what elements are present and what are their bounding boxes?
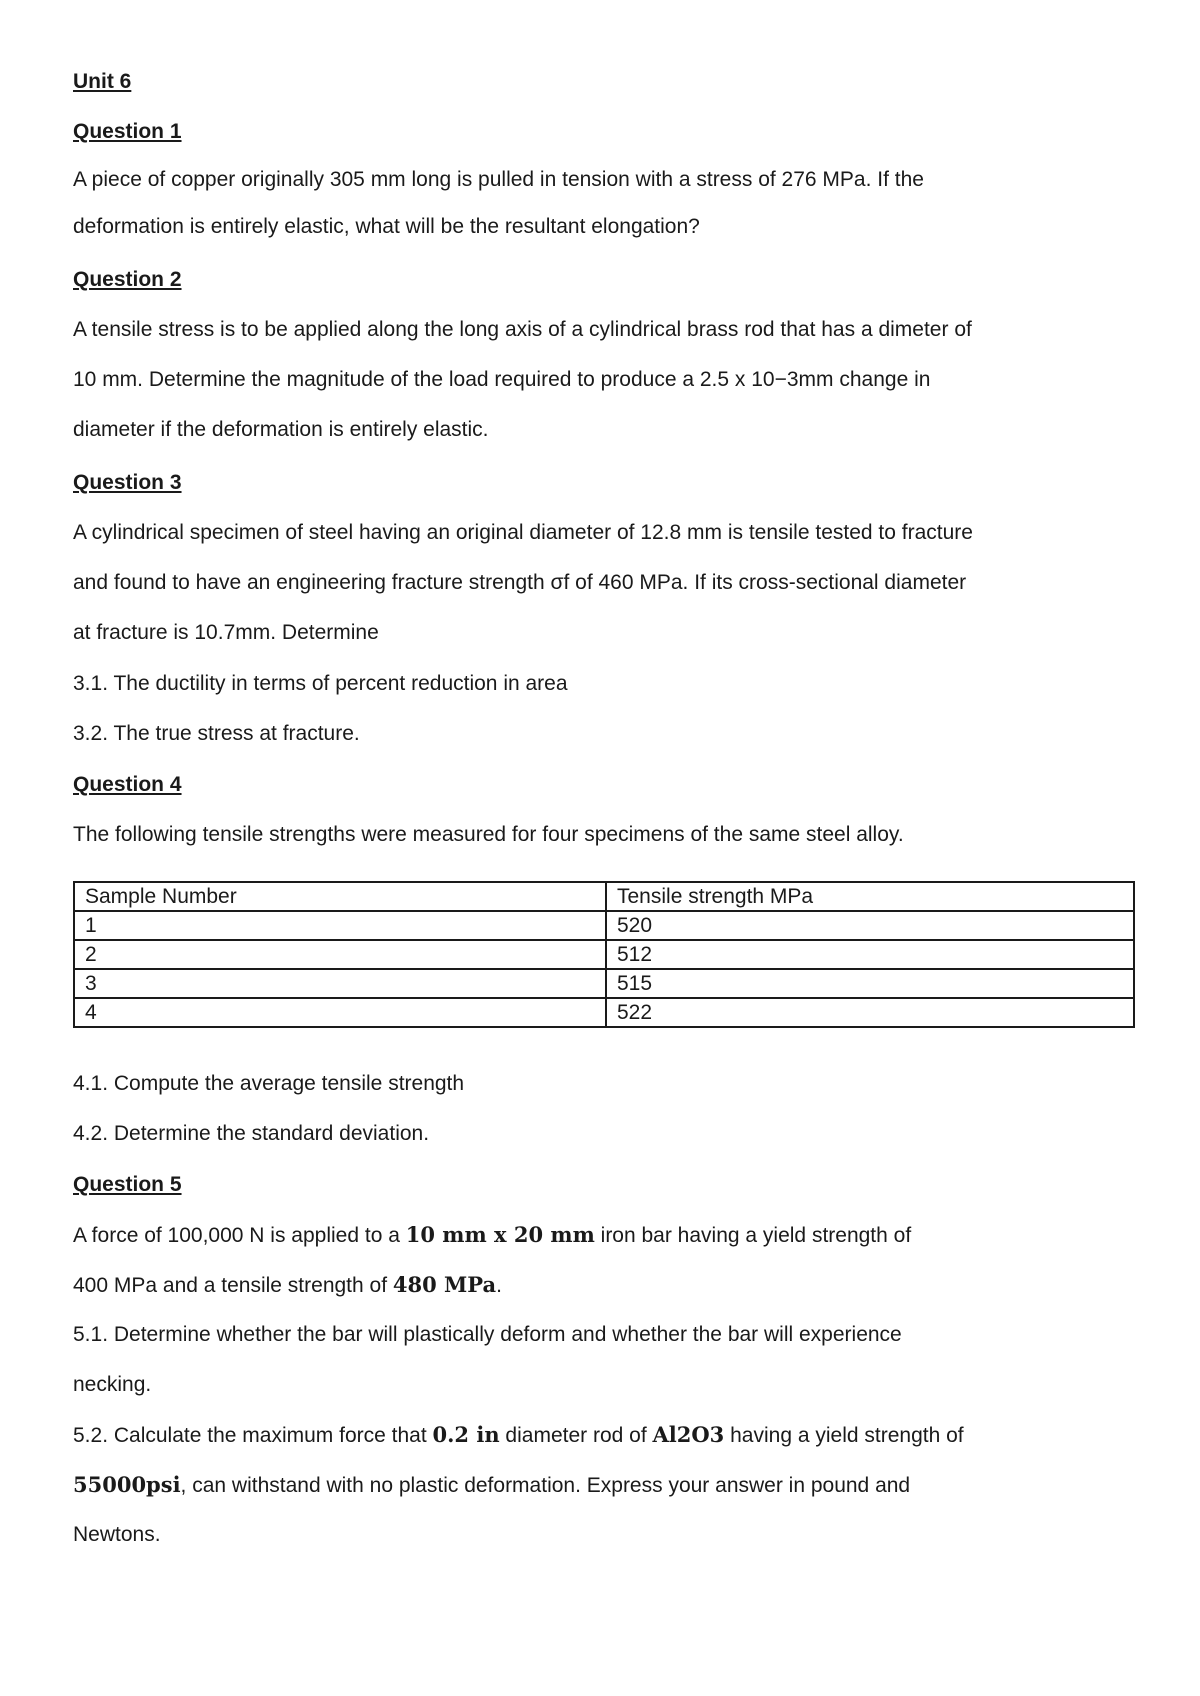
- question-1-line-2: deformation is entirely elastic, what will be the resultant elongation?: [73, 215, 700, 238]
- table-row: [74, 940, 1134, 969]
- table-row: [74, 911, 1134, 940]
- question-2-heading: Question 2: [73, 268, 182, 291]
- question-5-sub-1-line-1: 5.1. Determine whether the bar will plastically deform and whether the bar will experience: [73, 1323, 902, 1346]
- question-5-sub-1-line-2: necking.: [73, 1373, 152, 1396]
- table-cell-strength: 515: [606, 969, 1134, 998]
- question-3-line-2: and found to have an engineering fracture strength σf of 460 MPa. If its cross-sectional diameter: [73, 571, 967, 594]
- q5-line1-text: A force of 100,000 N is applied to a: [73, 1224, 406, 1247]
- question-3-heading: Question 3: [73, 471, 182, 494]
- table-row: [74, 969, 1134, 998]
- table-cell-sample: 4: [74, 998, 606, 1027]
- q5-rod-diameter: 0.2 in: [432, 1422, 500, 1447]
- unit-title: Unit 6: [73, 70, 132, 93]
- question-3-line-3: at fracture is 10.7mm. Determine: [73, 621, 379, 644]
- table-header-cell: Sample Number: [74, 882, 606, 911]
- table-header-row: [74, 882, 1134, 911]
- table-cell-sample: 1: [74, 911, 606, 940]
- tensile-strength-table: [73, 881, 1135, 1028]
- question-5-sub-2-line-2: [73, 1473, 910, 1498]
- question-4-intro: The following tensile strengths were measured for four specimens of the same steel alloy.: [73, 823, 904, 846]
- question-2-line-3: diameter if the deformation is entirely elastic.: [73, 418, 489, 441]
- table-header-cell: Tensile strength MPa: [606, 882, 1134, 911]
- q5-material: Al2O3: [652, 1422, 725, 1447]
- question-5-sub-2-line-3: Newtons.: [73, 1523, 161, 1546]
- question-3-sub-1: 3.1. The ductility in terms of percent reduction in area: [73, 672, 568, 695]
- table-cell-strength: 512: [606, 940, 1134, 969]
- table-cell-strength: 520: [606, 911, 1134, 940]
- q5-line1-text-end: iron bar having a yield strength of: [594, 1224, 912, 1247]
- table-row: [74, 998, 1134, 1027]
- question-4-heading: Question 4: [73, 773, 182, 796]
- q5-sub2-text-mid: diameter rod of: [499, 1424, 653, 1447]
- q5-bar-dimensions: 10 mm x 20 mm: [405, 1222, 595, 1247]
- table-cell-sample: 2: [74, 940, 606, 969]
- q5-tensile-strength: 480 MPa: [392, 1272, 497, 1297]
- question-1-line-1: A piece of copper originally 305 mm long is pulled in tension with a stress of 276 MPa. If the: [73, 168, 924, 191]
- question-4-sub-1: 4.1. Compute the average tensile strength: [73, 1072, 465, 1095]
- question-5-sub-2-line-1: [73, 1423, 964, 1448]
- q5-sub2-text: 5.2. Calculate the maximum force that: [73, 1424, 433, 1447]
- question-2-line-2: 10 mm. Determine the magnitude of the load required to produce a 2.5 x 10−3mm change in: [73, 368, 931, 391]
- q5-sub2-line2-text: , can withstand with no plastic deformation. Express your answer in pound and: [180, 1474, 911, 1497]
- q5-line2-text: 400 MPa and a tensile strength of: [73, 1274, 393, 1297]
- table-cell-sample: 3: [74, 969, 606, 998]
- q5-sub2-text-end: having a yield strength of: [724, 1424, 964, 1447]
- question-5-line-2: [73, 1273, 502, 1298]
- question-3-sub-2: 3.2. The true stress at fracture.: [73, 722, 360, 745]
- question-4-sub-2: 4.2. Determine the standard deviation.: [73, 1122, 430, 1145]
- question-5-heading: Question 5: [73, 1173, 182, 1196]
- q5-line2-period: .: [496, 1274, 502, 1297]
- question-1-heading: Question 1: [73, 120, 182, 143]
- q5-yield-strength: 55000psi: [73, 1472, 181, 1497]
- question-3-line-1: A cylindrical specimen of steel having an original diameter of 12.8 mm is tensile tested to fracture: [73, 521, 973, 544]
- question-5-line-1: [73, 1223, 911, 1248]
- table-cell-strength: 522: [606, 998, 1134, 1027]
- question-2-line-1: A tensile stress is to be applied along the long axis of a cylindrical brass rod that has a dimeter of: [73, 318, 972, 341]
